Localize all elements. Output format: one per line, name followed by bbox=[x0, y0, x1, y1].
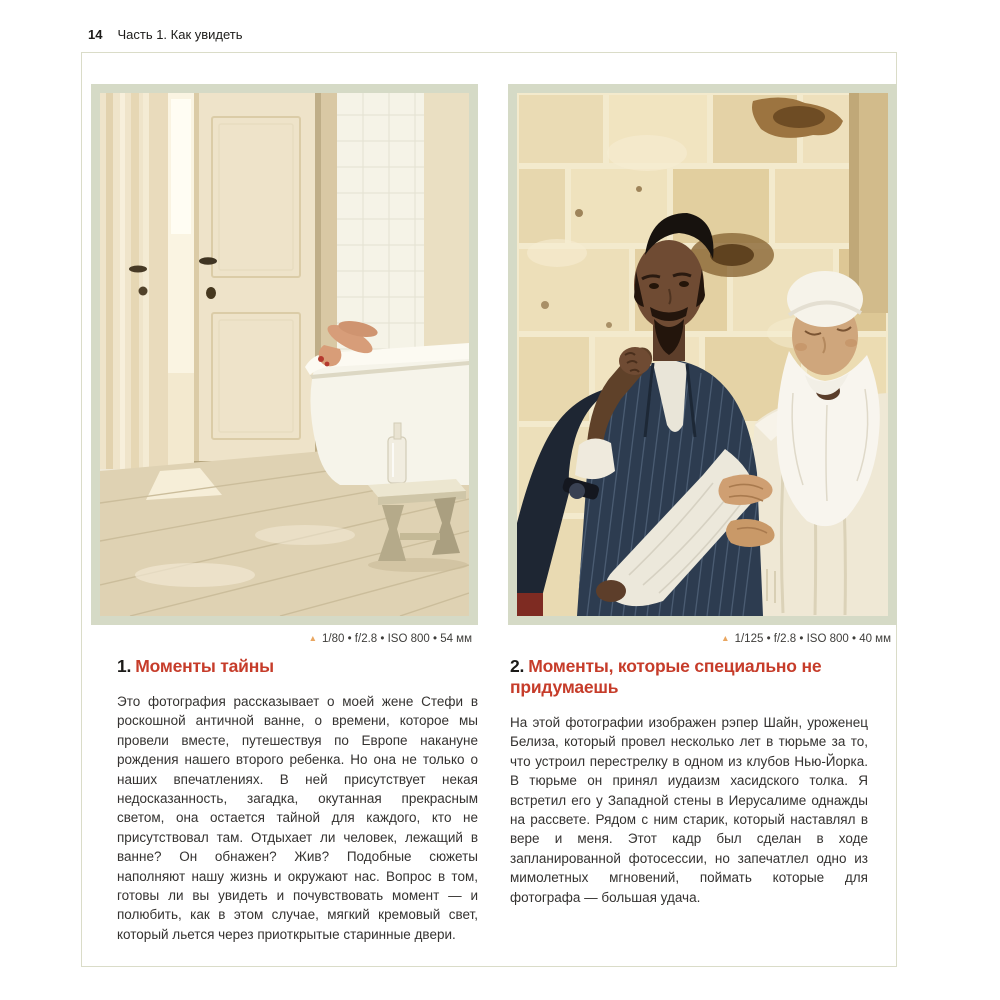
chapter-title: Часть 1. Как увидеть bbox=[117, 27, 243, 42]
section-title: Моменты тайны bbox=[135, 656, 274, 676]
window-light-gap bbox=[168, 93, 194, 469]
section-1-body: Это фотография рассказывает о моей жене Стефи в роскошной античной ванне, о времени, которое мы провели вместе, путешествуя по Европе накануне рождения нашего второго ребенка. Но она не только о наших впечатлениях. В ней присутствует некая недосказанность, загадка, окутанная прекрасным светом, она остается тайной для каждого, кто не присутствовал там. Отдыхает ли человек, лежащий в ванне? Он обнажен? Жив? Подобные сюжеты наполняют нашу жизнь и окружают нас. Вопрос в том, готовы ли вы увидеть и почувствовать момент — и полюбить, как в этом случае, мягкий кремовый свет, который льется через приоткрытые старинные двери. bbox=[117, 694, 478, 942]
section-2-body: На этой фотографии изображен рэпер Шайн, уроженец Белиза, который провел несколько лет в тюрьме за то, что устроил перестрелку в одном из клубов Нью-Йорка. В тюрьме он принял иудаизм хасидского толка. Я встретил его у Западной стены в Иерусалиме однажды на рассвете. Рядом с ним старик, который наставлял в вере и меня. Этот кадр был сделан в ходе запланированной фотосессии, но запечатлел одно из мимолетных мгновений, поймать которые для фотографа — большая удача. bbox=[510, 715, 868, 905]
section-1-heading bbox=[117, 656, 478, 677]
right-beige-column bbox=[424, 93, 469, 378]
section-number: 2. bbox=[510, 656, 525, 676]
section-2 bbox=[510, 656, 868, 907]
photo-frame-western-wall bbox=[508, 84, 897, 625]
red-foreground-object bbox=[517, 593, 543, 616]
section-number: 1. bbox=[117, 656, 132, 676]
caption-settings: 1/80 • f/2.8 • ISO 800 • 54 мм bbox=[322, 633, 472, 645]
photo-frame-bathtub bbox=[91, 84, 478, 625]
section-1 bbox=[117, 656, 478, 944]
photo-western-wall-illustration bbox=[517, 93, 888, 616]
page-number: 14 bbox=[88, 27, 103, 42]
caption-settings: 1/125 • f/2.8 • ISO 800 • 40 мм bbox=[734, 633, 891, 645]
photo-caption-2 bbox=[508, 631, 891, 647]
section-2-heading bbox=[510, 656, 828, 698]
section-title: Моменты, которые специально не придумаешь bbox=[510, 656, 822, 697]
photo-caption-1 bbox=[91, 631, 472, 647]
left-door bbox=[100, 93, 149, 469]
caption-marker-icon: ▲ bbox=[308, 632, 317, 643]
door-frame-post bbox=[149, 93, 168, 469]
center-door bbox=[194, 93, 315, 467]
caption-marker-icon: ▲ bbox=[721, 632, 730, 643]
page-header bbox=[88, 27, 243, 42]
photo-bathtub-illustration bbox=[100, 93, 469, 616]
